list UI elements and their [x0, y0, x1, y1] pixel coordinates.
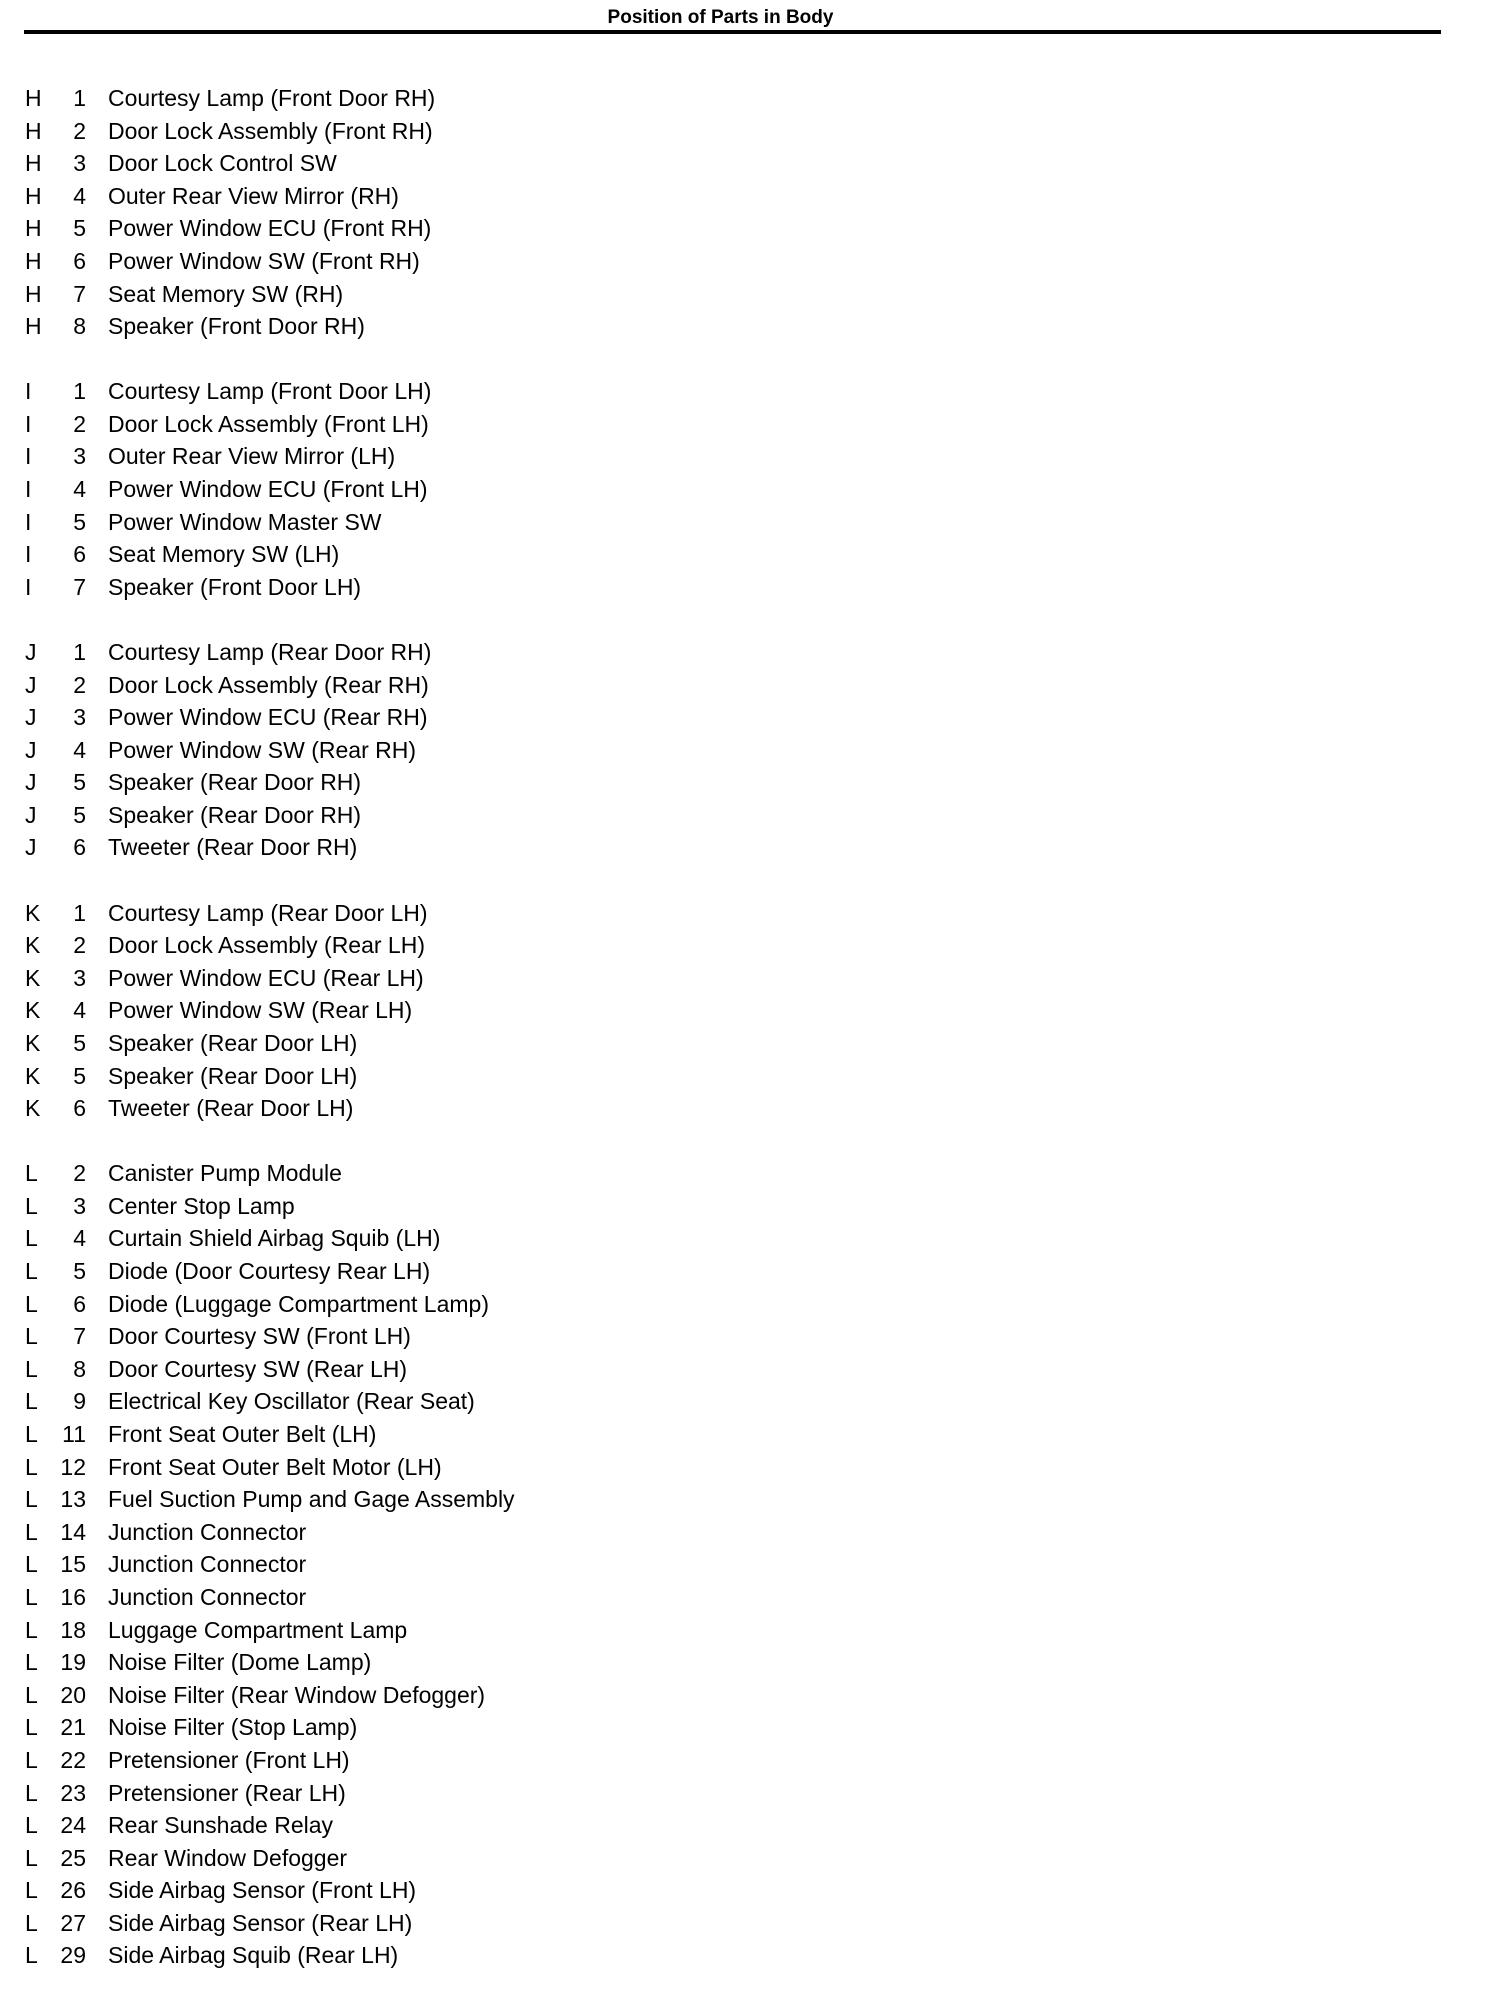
part-name: Speaker (Rear Door RH) [108, 769, 362, 796]
part-number: 3 [73, 1192, 86, 1219]
part-number: 26 [60, 1877, 86, 1904]
location-letter: K [25, 1062, 41, 1089]
part-name: Tweeter (Rear Door LH) [108, 1095, 354, 1122]
part-number: 4 [73, 182, 86, 209]
list-item [0, 1809, 1504, 1842]
part-name: Courtesy Lamp (Rear Door RH) [108, 638, 432, 665]
part-number: 4 [73, 1225, 86, 1252]
list-item [0, 115, 1504, 148]
location-letter: L [25, 1518, 38, 1545]
part-number: 1 [73, 899, 86, 926]
part-number: 12 [60, 1453, 86, 1480]
part-number: 8 [73, 1355, 86, 1382]
location-letter: J [25, 736, 37, 763]
location-letter: H [25, 280, 42, 307]
location-letter: L [25, 1551, 38, 1578]
list-item [0, 1581, 1504, 1614]
location-letter: K [25, 1095, 41, 1122]
list-item [0, 1874, 1504, 1907]
list-item [0, 1288, 1504, 1321]
part-name: Noise Filter (Rear Window Defogger) [108, 1681, 486, 1708]
part-number: 3 [73, 704, 86, 731]
part-name: Speaker (Front Door RH) [108, 313, 365, 340]
location-letter: L [25, 1355, 38, 1382]
part-number: 19 [60, 1649, 86, 1676]
parts-group-i [0, 375, 1504, 603]
part-number: 1 [73, 378, 86, 405]
list-item [0, 1157, 1504, 1190]
list-item [0, 1222, 1504, 1255]
part-number: 5 [73, 215, 86, 242]
list-item [0, 1842, 1504, 1875]
location-letter: K [25, 932, 41, 959]
location-letter: H [25, 215, 42, 242]
part-name: Junction Connector [108, 1583, 307, 1610]
list-item [0, 1777, 1504, 1810]
part-name: Door Lock Control SW [108, 150, 337, 177]
part-number: 2 [73, 671, 86, 698]
list-item [0, 1451, 1504, 1484]
location-letter: J [25, 801, 37, 828]
location-letter: I [25, 378, 32, 405]
part-name: Luggage Compartment Lamp [108, 1616, 408, 1643]
location-letter: L [25, 1812, 38, 1839]
location-letter: L [25, 1616, 38, 1643]
location-letter: L [25, 1420, 38, 1447]
part-name: Junction Connector [108, 1518, 307, 1545]
location-letter: H [25, 85, 42, 111]
part-name: Power Window ECU (Rear RH) [108, 704, 428, 731]
list-item [0, 1744, 1504, 1777]
location-letter: L [25, 1486, 38, 1513]
part-name: Canister Pump Module [108, 1160, 342, 1187]
part-number: 5 [73, 1062, 86, 1089]
part-name: Power Window ECU (Front LH) [108, 476, 428, 503]
list-item [0, 1353, 1504, 1386]
location-letter: J [25, 638, 37, 665]
part-number: 5 [73, 508, 86, 535]
part-number: 5 [73, 1029, 86, 1056]
list-item [0, 1190, 1504, 1223]
part-number: 6 [73, 247, 86, 274]
part-number: 3 [73, 964, 86, 991]
list-item [0, 766, 1504, 799]
part-number: 6 [73, 834, 86, 861]
list-item [0, 734, 1504, 767]
title-underline [24, 30, 1441, 34]
location-letter: L [25, 1290, 38, 1317]
location-letter: J [25, 769, 37, 796]
part-number: 3 [73, 150, 86, 177]
location-letter: K [25, 964, 41, 991]
list-item [0, 831, 1504, 864]
list-item [0, 1548, 1504, 1581]
part-name: Power Window SW (Rear RH) [108, 736, 416, 763]
location-letter: L [25, 1388, 38, 1415]
part-number: 23 [60, 1779, 86, 1806]
location-letter: L [25, 1160, 38, 1187]
list-item [0, 1385, 1504, 1418]
part-number: 6 [73, 541, 86, 568]
list-item [0, 799, 1504, 832]
parts-group-k [0, 897, 1504, 1125]
part-number: 7 [73, 573, 86, 600]
list-item [0, 1483, 1504, 1516]
part-number: 5 [73, 769, 86, 796]
location-letter: I [25, 443, 32, 470]
location-letter: J [25, 834, 37, 861]
part-name: Rear Sunshade Relay [108, 1812, 334, 1839]
part-name: Outer Rear View Mirror (LH) [108, 443, 396, 470]
part-name: Rear Window Defogger [108, 1844, 348, 1871]
part-number: 1 [73, 638, 86, 665]
part-name: Curtain Shield Airbag Squib (LH) [108, 1225, 441, 1252]
location-letter: I [25, 573, 32, 600]
list-item [0, 147, 1504, 180]
location-letter: I [25, 541, 32, 568]
part-number: 2 [73, 410, 86, 437]
part-name: Door Lock Assembly (Rear LH) [108, 932, 425, 959]
location-letter: J [25, 704, 37, 731]
parts-group-l [0, 1157, 1504, 1972]
part-name: Seat Memory SW (RH) [108, 280, 344, 307]
parts-group-h [0, 82, 1504, 343]
list-item [0, 1614, 1504, 1647]
location-letter: L [25, 1583, 38, 1610]
part-name: Door Lock Assembly (Front RH) [108, 117, 433, 144]
list-item [0, 82, 1504, 115]
location-letter: L [25, 1192, 38, 1219]
location-letter: K [25, 899, 41, 926]
location-letter: H [25, 150, 42, 177]
list-item [0, 636, 1504, 669]
list-item [0, 1255, 1504, 1288]
location-letter: H [25, 182, 42, 209]
part-number: 18 [60, 1616, 86, 1643]
list-item [0, 180, 1504, 213]
location-letter: L [25, 1909, 38, 1936]
list-item [0, 440, 1504, 473]
part-name: Pretensioner (Front LH) [108, 1746, 350, 1773]
location-letter: I [25, 508, 32, 535]
location-letter: L [25, 1942, 38, 1969]
location-letter: J [25, 671, 37, 698]
part-number: 9 [73, 1388, 86, 1415]
part-name: Electrical Key Oscillator (Rear Seat) [108, 1388, 475, 1415]
location-letter: H [25, 313, 42, 340]
part-number: 25 [60, 1844, 86, 1871]
part-number: 4 [73, 997, 86, 1024]
part-number: 2 [73, 117, 86, 144]
location-letter: L [25, 1844, 38, 1871]
location-letter: I [25, 476, 32, 503]
list-item [0, 701, 1504, 734]
location-letter: L [25, 1323, 38, 1350]
part-name: Speaker (Front Door LH) [108, 573, 362, 600]
part-name: Power Window ECU (Rear LH) [108, 964, 424, 991]
part-number: 4 [73, 476, 86, 503]
list-item [0, 375, 1504, 408]
list-item [0, 897, 1504, 930]
location-letter: L [25, 1877, 38, 1904]
part-number: 20 [60, 1681, 86, 1708]
part-number: 16 [60, 1583, 86, 1610]
part-number: 4 [73, 736, 86, 763]
list-item [0, 278, 1504, 311]
location-letter: L [25, 1258, 38, 1284]
part-name: Speaker (Rear Door RH) [108, 801, 362, 828]
part-number: 24 [60, 1812, 86, 1839]
location-letter: L [25, 1779, 38, 1806]
part-number: 13 [60, 1486, 86, 1513]
list-item [0, 1907, 1504, 1940]
list-item [0, 408, 1504, 441]
list-item [0, 1516, 1504, 1549]
part-name: Pretensioner (Rear LH) [108, 1779, 346, 1806]
list-item [0, 506, 1504, 539]
part-number: 5 [73, 801, 86, 828]
part-name: Center Stop Lamp [108, 1192, 295, 1219]
part-name: Power Window ECU (Front RH) [108, 215, 432, 242]
list-item [0, 1092, 1504, 1125]
part-name: Door Courtesy SW (Front LH) [108, 1323, 411, 1350]
list-item [0, 571, 1504, 604]
location-letter: K [25, 1029, 41, 1056]
list-item [0, 1418, 1504, 1451]
part-number: 6 [73, 1290, 86, 1317]
page-title: Position of Parts in Body [607, 7, 834, 28]
part-name: Side Airbag Sensor (Rear LH) [108, 1909, 413, 1936]
part-name: Side Airbag Squib (Rear LH) [108, 1942, 399, 1969]
part-number: 8 [73, 313, 86, 340]
list-item [0, 1027, 1504, 1060]
part-name: Power Window Master SW [108, 508, 382, 535]
part-number: 22 [60, 1746, 86, 1773]
list-item [0, 245, 1504, 278]
part-name: Door Lock Assembly (Front LH) [108, 410, 429, 437]
location-letter: L [25, 1681, 38, 1708]
part-name: Front Seat Outer Belt (LH) [108, 1420, 377, 1447]
list-item [0, 1060, 1504, 1093]
part-name: Courtesy Lamp (Rear Door LH) [108, 899, 428, 926]
part-name: Courtesy Lamp (Front Door RH) [108, 85, 436, 111]
part-name: Junction Connector [108, 1551, 307, 1578]
part-number: 27 [60, 1909, 86, 1936]
part-number: 5 [73, 1258, 86, 1284]
part-number: 14 [60, 1518, 86, 1545]
part-number: 2 [73, 932, 86, 959]
location-letter: L [25, 1453, 38, 1480]
location-letter: L [25, 1746, 38, 1773]
part-name: Front Seat Outer Belt Motor (LH) [108, 1453, 442, 1480]
list-item [0, 1939, 1504, 1972]
list-item [0, 1679, 1504, 1712]
part-name: Diode (Door Courtesy Rear LH) [108, 1258, 431, 1284]
part-name: Power Window SW (Front RH) [108, 247, 420, 274]
part-name: Noise Filter (Dome Lamp) [108, 1649, 372, 1676]
part-name: Noise Filter (Stop Lamp) [108, 1714, 358, 1741]
list-item [0, 212, 1504, 245]
page-header [0, 0, 1504, 36]
part-name: Courtesy Lamp (Front Door LH) [108, 378, 432, 405]
part-number: 6 [73, 1095, 86, 1122]
list-item [0, 929, 1504, 962]
list-item [0, 1320, 1504, 1353]
location-letter: H [25, 247, 42, 274]
list-item [0, 1646, 1504, 1679]
list-item [0, 1711, 1504, 1744]
part-name: Speaker (Rear Door LH) [108, 1062, 358, 1089]
part-name: Diode (Luggage Compartment Lamp) [108, 1290, 489, 1317]
part-number: 3 [73, 443, 86, 470]
part-name: Fuel Suction Pump and Gage Assembly [108, 1486, 515, 1513]
part-name: Seat Memory SW (LH) [108, 541, 340, 568]
list-item [0, 310, 1504, 343]
part-number: 1 [73, 85, 86, 111]
part-name: Speaker (Rear Door LH) [108, 1029, 358, 1056]
part-number: 11 [62, 1420, 86, 1447]
part-name: Door Lock Assembly (Rear RH) [108, 671, 429, 698]
location-letter: L [25, 1649, 38, 1676]
part-number: 7 [73, 280, 86, 307]
parts-group-j [0, 636, 1504, 864]
part-name: Outer Rear View Mirror (RH) [108, 182, 399, 209]
part-name: Door Courtesy SW (Rear LH) [108, 1355, 408, 1382]
parts-list [0, 82, 1504, 2005]
part-number: 21 [60, 1714, 86, 1741]
list-item [0, 994, 1504, 1027]
part-number: 2 [73, 1160, 86, 1187]
list-item [0, 473, 1504, 506]
location-letter: H [25, 117, 42, 144]
part-number: 15 [60, 1551, 86, 1578]
location-letter: K [25, 997, 41, 1024]
part-name: Side Airbag Sensor (Front LH) [108, 1877, 417, 1904]
location-letter: I [25, 410, 32, 437]
part-number: 7 [73, 1323, 86, 1350]
list-item [0, 962, 1504, 995]
part-name: Tweeter (Rear Door RH) [108, 834, 358, 861]
part-name: Power Window SW (Rear LH) [108, 997, 413, 1024]
location-letter: L [25, 1714, 38, 1741]
list-item [0, 669, 1504, 702]
list-item [0, 538, 1504, 571]
location-letter: L [25, 1225, 38, 1252]
part-number: 29 [60, 1942, 86, 1969]
